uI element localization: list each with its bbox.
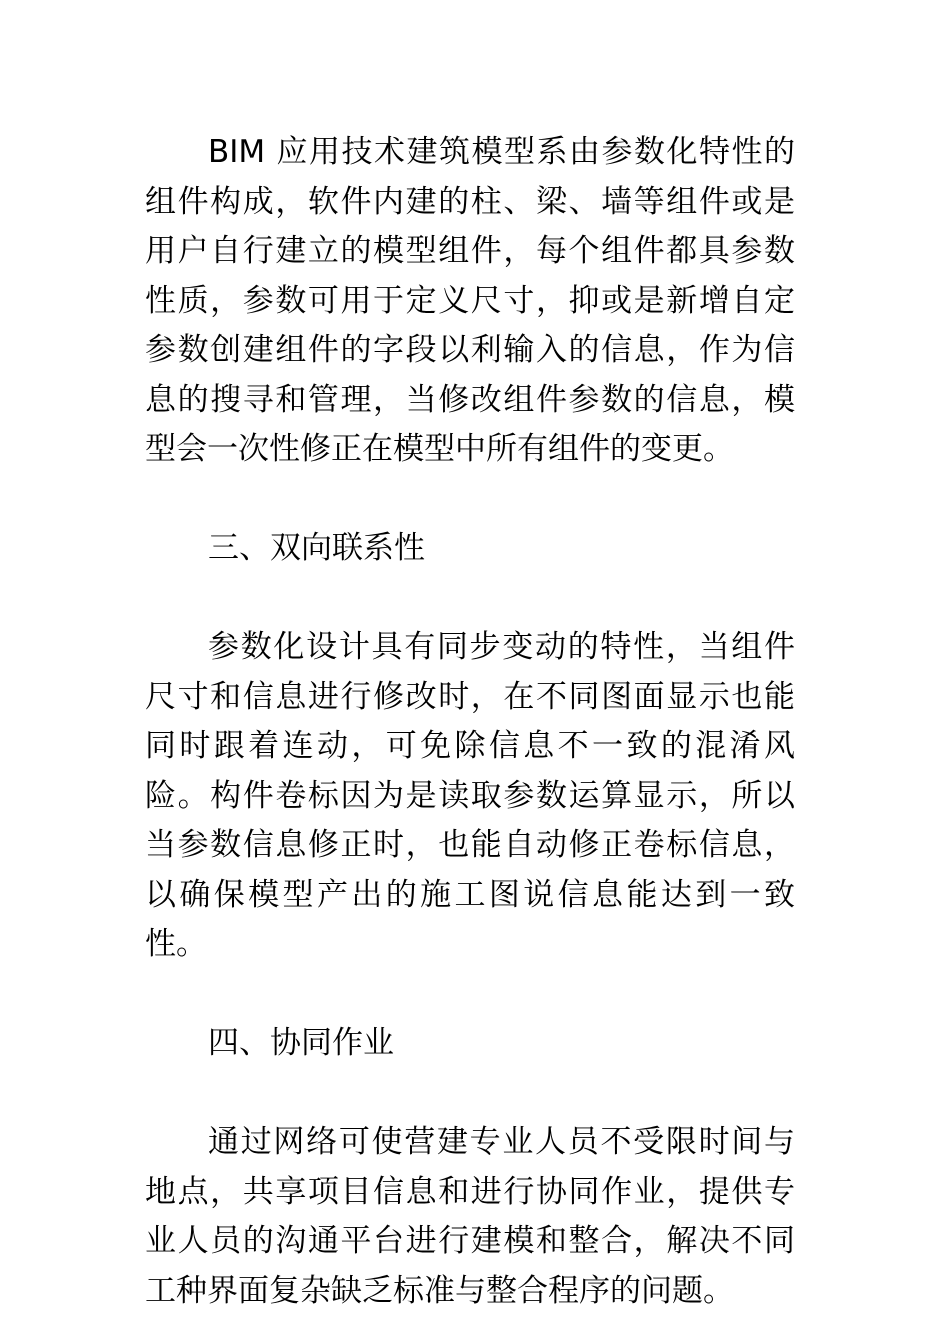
heading-bidirectional-association: 三、双向联系性	[208, 530, 425, 566]
paragraph-synchronous-changes: 参数化设计具有同步变动的特性，当组件尺寸和信息进行修改时，在不同图面显示也能同时跟着连动，可免除信息不一致的混淆风险。构件卷标因为是读取参数运算显示，所以当参数信息修正时，也能自动修正卷标信息，以确保模型产出的施工图说信息能达到一致性。	[145, 629, 795, 962]
paragraph-network-collaboration: 通过网络可使营建专业人员不受限时间与地点，共享项目信息和进行协同作业，提供专业人员的沟通平台进行建模和整合，解决不同工种界面复杂缺乏标准与整合程序的问题。	[145, 1124, 795, 1309]
paragraph-spacer	[145, 475, 795, 525]
paragraph-spacer	[145, 574, 795, 624]
paragraph-spacer	[145, 970, 795, 1020]
document-body	[145, 128, 795, 1316]
paragraph-parametric-components: BIM 应用技术建筑模型系由参数化特性的组件构成，软件内建的柱、梁、墙等组件或是用户自行建立的模型组件，每个组件都具参数性质，参数可用于定义尺寸，抑或是新增自定参数创建组件的字段以利输入的信息，作为信息的搜寻和管理，当修改组件参数的信息，模型会一次性修正在模型中所有组件的变更。	[145, 134, 795, 467]
heading-collaboration: 四、协同作业	[208, 1025, 394, 1061]
paragraph-spacer	[145, 1069, 795, 1119]
